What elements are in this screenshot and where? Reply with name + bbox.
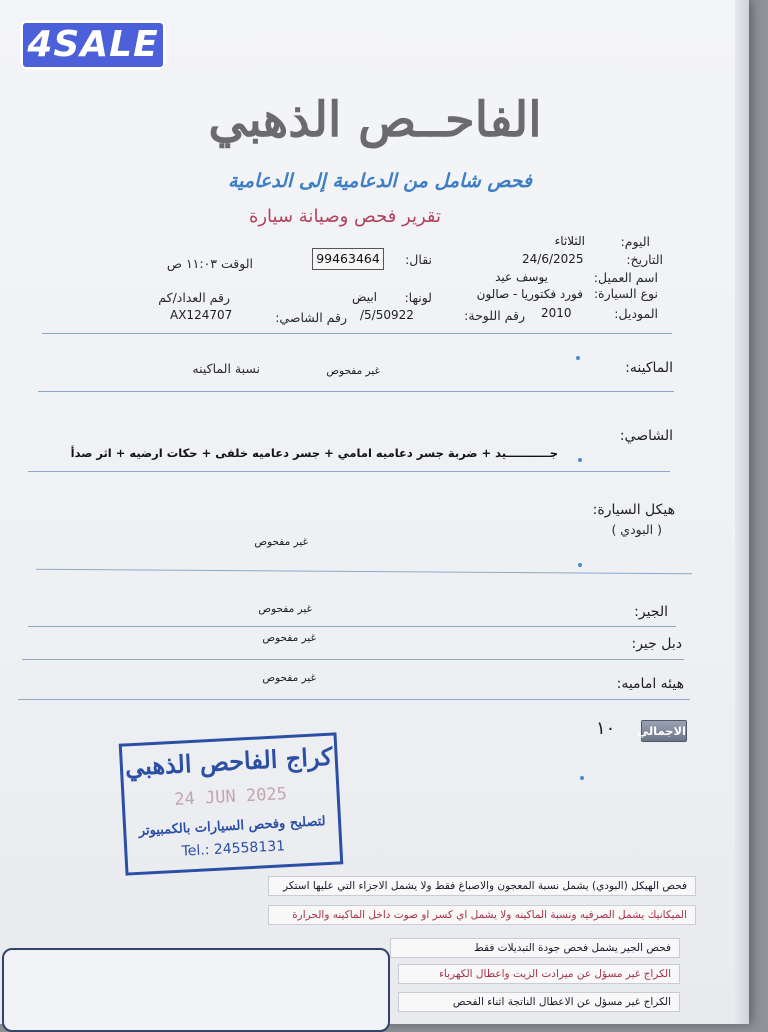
client-label: اسم العميل: [593, 270, 658, 285]
note-gear: فحص الجير يشمل فحص جودة التبديلات فقط [390, 938, 680, 958]
body-label: هيكل السيارة: [592, 502, 675, 518]
total-value: ١٠ [596, 718, 616, 739]
car-type-label: نوع السيارة: [593, 286, 658, 301]
document-subtitle: فحص شامل من الدعامية إلى الدعامية [227, 170, 533, 192]
logo-text: 4SALE [27, 24, 159, 65]
stamp-service: لتصليح وفحص السيارات بالكمبيوتر [138, 814, 326, 839]
note-body: فحص الهيكل (البودي) يشمل نسبة المعجون والاصباغ فقط ولا يشمل الاجزاء التي عليها استكر [268, 876, 696, 896]
gear-value: غير مفحوص [258, 603, 312, 615]
body-value: غير مفحوص [254, 536, 308, 548]
stamp-date: 24 JUN 2025 [173, 784, 288, 810]
note-inspection: الكراج غير مسؤل عن الاعطال الناتجة اثناء الفحص [398, 992, 680, 1012]
client-value: يوسف عيد [495, 270, 548, 284]
plate-label: رقم اللوحة: [464, 308, 525, 323]
note-oil: الكراج غير مسؤل عن ميرادت الزيت واعطال الكهرباء [398, 964, 680, 984]
chassis-label: الشاصي: [619, 428, 673, 444]
front-value: غير مفحوص [262, 672, 316, 684]
time-label: الوقت ١١:٠٣ ص [166, 256, 253, 271]
odometer-label: رقم العداد/كم [158, 290, 230, 305]
stamp-phone: Tel.: 24558131 [181, 838, 286, 860]
chassis-no-value: AX124707 [170, 308, 233, 322]
note-mechanic: الميكانيك يشمل الصرفيه ونسبة الماكينه ولا يشمل اي كسر او صوت داخل الماكينه والحرارة [268, 905, 696, 925]
engine-label: الماكينه: [625, 360, 673, 376]
report-title: تقرير فحص وصيانة سيارة [248, 206, 442, 227]
stamp-name: كراج الفاحص الذهبي [124, 741, 334, 782]
garage-stamp [119, 732, 344, 875]
document-title: الفاحــص الذهبي [208, 92, 542, 148]
plate-value: /5/50922 [360, 308, 414, 322]
divider [28, 471, 670, 472]
engine-note: نسبة الماكينه [192, 361, 260, 376]
gear-label: الجير: [634, 604, 668, 620]
divider [28, 626, 676, 627]
diff-value: غير مفحوص [262, 632, 316, 644]
date-label: التاريخ: [626, 252, 663, 267]
car-type-value: فورد فكتوريا - صالون [476, 287, 583, 301]
engine-value: غير مفحوص [326, 365, 380, 377]
bottom-frame [2, 948, 390, 1032]
color-label: لونها: [404, 290, 432, 305]
bullet-dot [576, 356, 580, 360]
divider [38, 391, 674, 392]
model-value: 2010 [541, 306, 572, 320]
day-label: اليوم: [620, 234, 650, 249]
mobile-value: 99463464 [312, 248, 384, 270]
4sale-logo [20, 20, 166, 70]
bullet-dot [578, 458, 582, 462]
body-sub-label: ( البودي ) [611, 522, 662, 537]
mobile-label: نقال: [405, 252, 432, 267]
total-label: الاجمالي [641, 720, 687, 742]
date-value: 24/6/2025 [522, 252, 584, 266]
divider [18, 699, 690, 700]
divider [22, 659, 684, 660]
paper-edge [735, 0, 749, 1024]
day-value: الثلاثاء [554, 234, 585, 248]
diff-label: دبل جير: [631, 636, 682, 652]
front-label: هيئه اماميه: [616, 676, 684, 692]
model-label: الموديل: [614, 306, 658, 321]
chassis-no-label: رقم الشاصي: [275, 310, 347, 325]
bullet-dot [578, 563, 582, 567]
divider [42, 333, 672, 334]
bullet-dot [580, 776, 584, 780]
chassis-value: جـــــــــــيد + ضربة جسر دعاميه امامي + جسر دعاميه خلفى + حكات ارضيه + اثر صدأ [70, 446, 558, 460]
color-value: ابيض [352, 290, 377, 304]
